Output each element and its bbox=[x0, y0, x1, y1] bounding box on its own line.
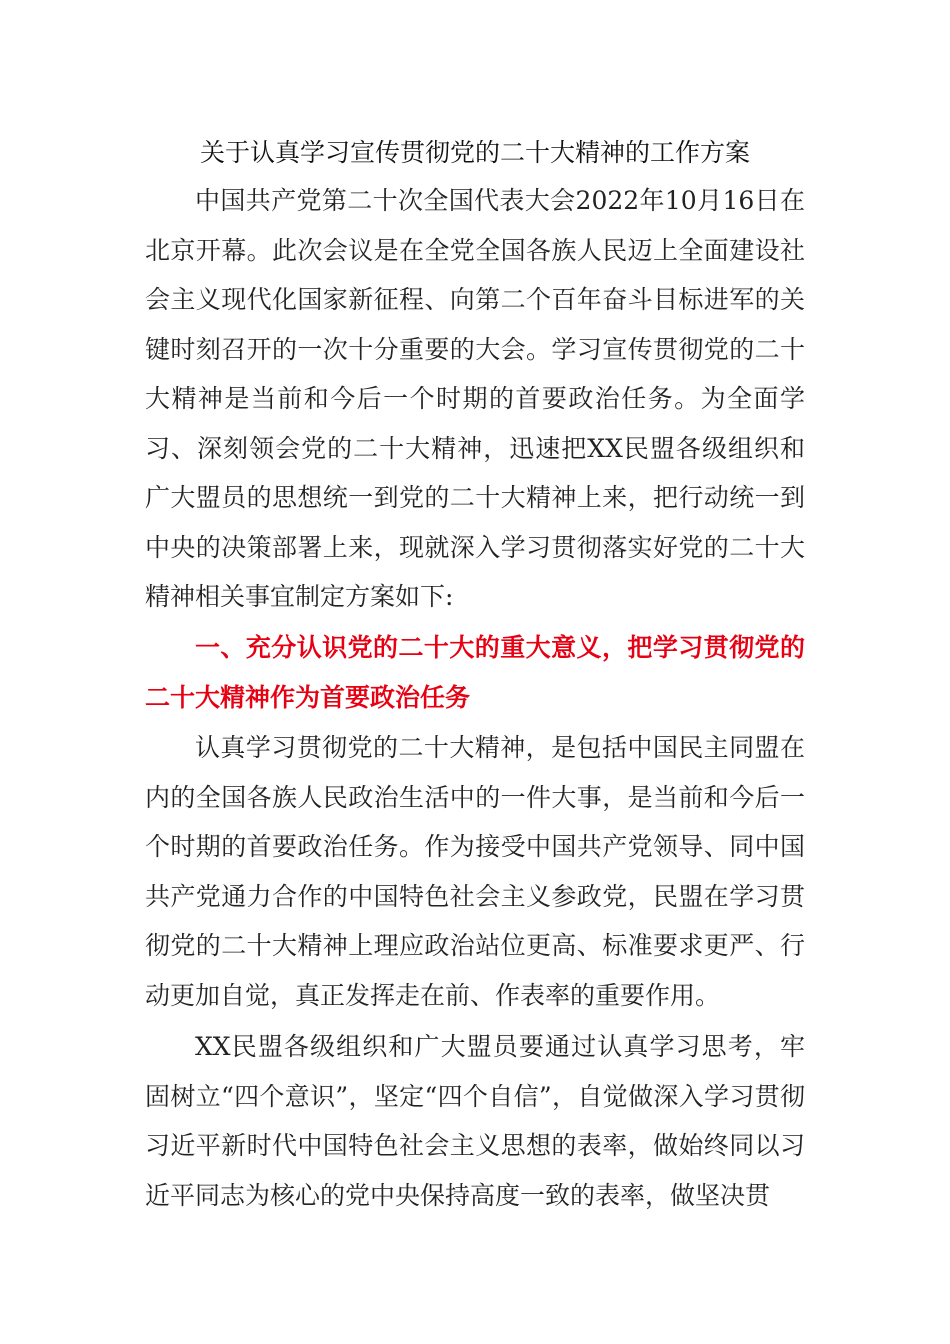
paragraph-1: 中国共产党第二十次全国代表大会2022年10月16日在北京开幕。此次会议是在全党全国各族人民迈上全面建设社会主义现代化国家新征程、向第二个百年奋斗目标进军的关键时刻召开的一次十分重要的大会。学习宣传贯彻党的二十大精神是当前和今后一个时期的首要政治任务。为全面学习、深刻领会党的二十大精神，迅速把XX民盟各级组织和广大盟员的思想统一到党的二十大精神上来，把行动统一到中央的决策部署上来，现就深入学习贯彻落实好党的二十大精神相关事宜制定方案如下: bbox=[145, 186, 805, 611]
paragraph-3: XX民盟各级组织和广大盟员要通过认真学习思考，牢固树立“四个意识”，坚定“四个自信”，自觉做深入学习贯彻习近平新时代中国特色社会主义思想的表率，做始终同以习近平同志为核心的党中央保持高度一致的表率，做坚决贯 bbox=[145, 1032, 805, 1210]
document-title: 关于认真学习宣传贯彻党的二十大精神的工作方案 bbox=[199, 138, 750, 167]
paragraph-2: 认真学习贯彻党的二十大精神，是包括中国民主同盟在内的全国各族人民政治生活中的一件大事，是当前和今后一个时期的首要政治任务。作为接受中国共产党领导、同中国共产党通力合作的中国特色社会主义参政党，民盟在学习贯彻党的二十大精神上理应政治站位更高、标准要求更严、行动更加自觉，真正发挥走在前、作表率的重要作用。 bbox=[145, 733, 805, 1010]
section-heading-1: 一、充分认识党的二十大的重大意义，把学习贯彻党的二十大精神作为首要政治任务 bbox=[145, 633, 805, 712]
